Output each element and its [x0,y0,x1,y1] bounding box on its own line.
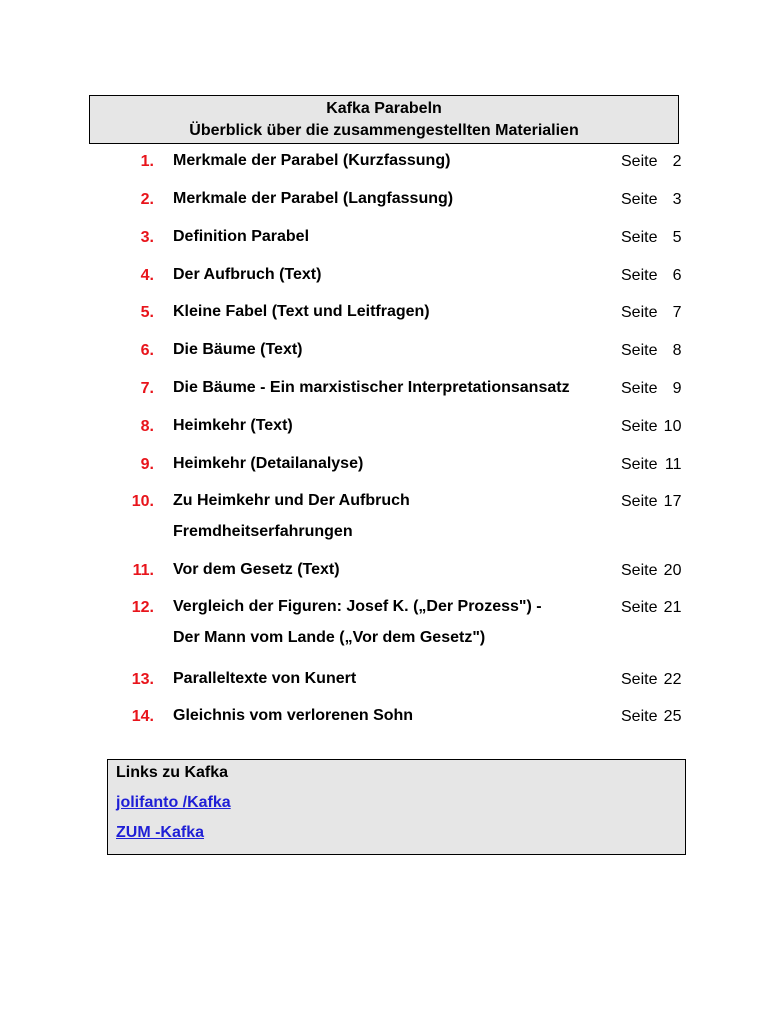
page-number: 2 [672,153,682,170]
toc-entry-title: Der Aufbruch (Text) [173,266,322,283]
toc-entry-number: 11. [132,562,154,579]
page-label: Seite [621,342,658,359]
link-jolifanto-kafka[interactable]: jolifanto /Kafka [116,794,231,811]
link-zum-kafka[interactable]: ZUM -Kafka [116,824,205,841]
toc-entry-number: 14. [131,708,154,725]
page-number: 11 [664,456,682,473]
title-box [89,95,679,144]
page-number: 7 [672,304,682,321]
page-number: 25 [663,708,682,725]
page-label: Seite [621,267,658,284]
page-number: 8 [672,342,682,359]
toc-entry-title: Heimkehr (Detailanalyse) [173,455,364,472]
toc-entry-title: Paralleltexte von Kunert [173,670,357,687]
toc-entry-title: Merkmale der Parabel (Langfassung) [173,190,454,207]
toc-entry-title: Gleichnis vom verlorenen Sohn [173,707,414,724]
toc-entry-number: 8. [140,418,154,435]
toc-entry-title: Definition Parabel [173,228,310,245]
toc-entry-title: Vor dem Gesetz (Text) [173,561,340,578]
toc-entry-title: Vergleich der Figuren: Josef K. („Der Prozess") - [173,598,542,615]
links-box [107,759,686,855]
page-label: Seite [621,708,658,725]
toc-entry-title: Die Bäume - Ein marxistischer Interpretationsansatz [173,379,570,396]
toc-entry-number: 9. [140,456,154,473]
toc-entry-number: 12. [131,599,154,616]
page-label: Seite [621,493,658,510]
document-subtitle: Überblick über die zusammengestellten Materialien [189,122,579,139]
toc-entry-title: Heimkehr (Text) [173,417,293,434]
page-number: 9 [672,380,682,397]
toc-entry-number: 5. [140,304,154,321]
toc-entry-page [621,599,681,617]
toc-entry-title: Zu Heimkehr und Der Aufbruch [173,492,410,509]
toc-entry-number: 6. [140,342,154,359]
toc-entry-page [621,708,681,726]
page-label: Seite [621,191,658,208]
toc-entry-title: Merkmale der Parabel (Kurzfassung) [173,152,451,169]
toc-entry-page [621,418,681,436]
toc-entry-page [621,191,681,209]
page-number: 21 [663,599,682,616]
page-number: 17 [663,493,682,510]
toc-entry-number: 1. [140,153,154,170]
document-title: Kafka Parabeln [326,100,442,117]
page-number: 22 [663,671,682,688]
toc-entry-page [621,342,681,360]
toc-entry-number: 10. [131,493,154,510]
page-label: Seite [621,671,658,688]
toc-entry-page [621,493,681,511]
toc-entry-number: 7. [140,380,154,397]
page-number: 3 [672,191,682,208]
toc-entry-title: Die Bäume (Text) [173,341,303,358]
page-label: Seite [621,229,658,246]
toc-entry-page [621,153,681,171]
page-label: Seite [621,380,658,397]
toc-entry-page [621,456,681,474]
page-number: 20 [663,562,682,579]
page-label: Seite [621,562,658,579]
toc-entry-page [621,380,681,398]
toc-entry-title: Kleine Fabel (Text und Leitfragen) [173,303,430,320]
page-label: Seite [621,304,658,321]
toc-entry-number: 4. [140,267,154,284]
page-label: Seite [621,153,658,170]
page-label: Seite [621,456,658,473]
page-number: 5 [672,229,682,246]
page-label: Seite [621,599,658,616]
toc-entry-title: Der Mann vom Lande („Vor dem Gesetz") [173,629,486,646]
toc-entry-page [621,267,681,285]
toc-entry-page [621,671,681,689]
toc-entry-page [621,229,681,247]
links-heading: Links zu Kafka [116,764,229,781]
toc-entry-number: 3. [140,229,154,246]
toc-entry-page [621,304,681,322]
page-number: 10 [663,418,682,435]
toc-entry-title: Fremdheitserfahrungen [173,523,353,540]
toc-entry-number: 13. [131,671,154,688]
toc-entry-number: 2. [140,191,154,208]
toc-entry-page [621,562,681,580]
page-label: Seite [621,418,658,435]
page-number: 6 [672,267,682,284]
